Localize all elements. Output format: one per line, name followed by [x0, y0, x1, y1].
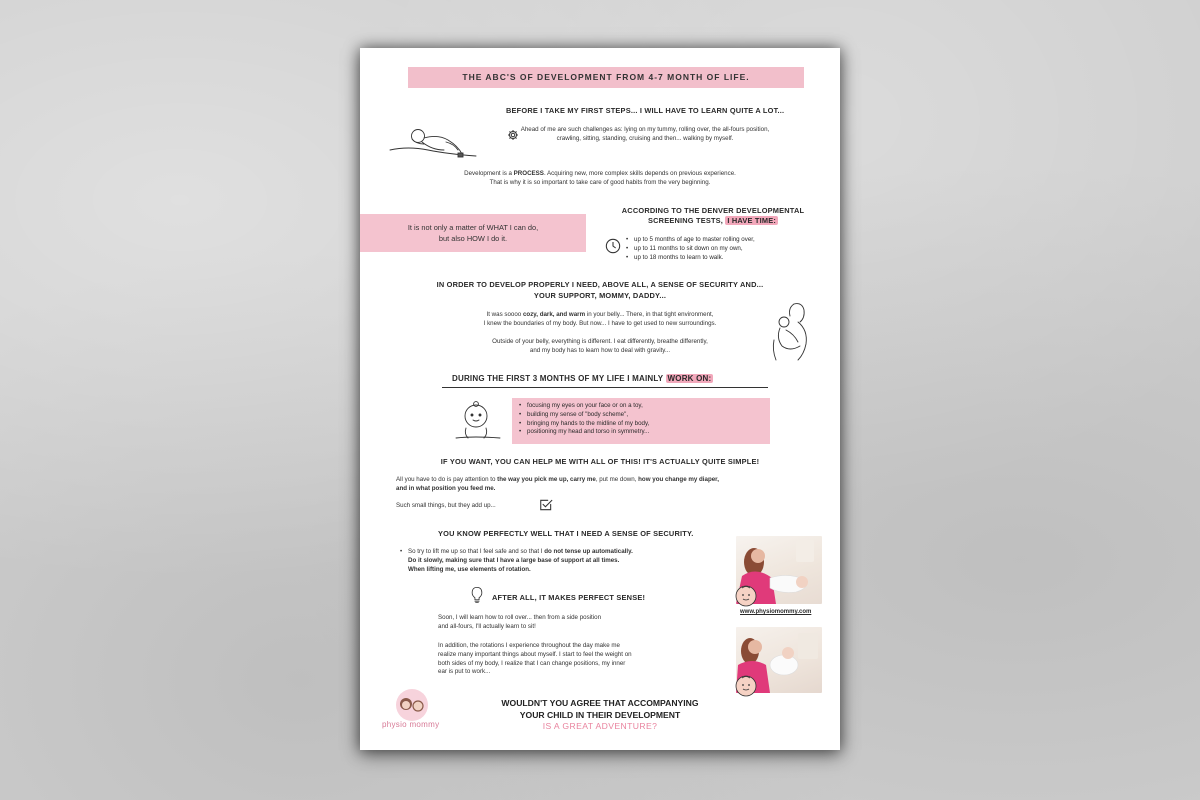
- sense-heading: AFTER ALL, IT MAKES PERFECT SENSE!: [492, 593, 646, 602]
- skill-item: • bringing my hands to the midline of my body,: [519, 420, 770, 429]
- security-heading: [400, 280, 800, 301]
- outside-paragraph: [430, 338, 770, 356]
- roll-line-2: and all-fours, I'll actually learn to sit!: [438, 622, 536, 630]
- lightbulb-icon: [470, 586, 484, 604]
- closing-line-1: WOULDN'T YOU AGREE THAT ACCOMPANYING: [501, 698, 699, 708]
- skills-box: [512, 398, 770, 444]
- denver-heading: [608, 206, 818, 226]
- rotations-line-1: In addition, the rotations I experience throughout the day make me: [438, 642, 620, 649]
- know-heading: YOU KNOW PERFECTLY WELL THAT I NEED A SENSE OF SECURITY.: [438, 529, 694, 538]
- denver-heading-line-1: ACCORDING TO THE DENVER DEVELOPMENTAL: [621, 206, 805, 215]
- work-on-highlight: WORK ON:: [667, 374, 712, 383]
- mother-holding-baby-icon: [768, 300, 816, 362]
- closing-line-2: YOUR CHILD IN THEIR DEVELOPMENT: [519, 709, 681, 720]
- belly-text-a: It was soooo: [486, 311, 523, 318]
- skills-list: [512, 398, 770, 437]
- help-text-b: , put me down,: [595, 476, 639, 483]
- help-bold-3: and in what position you feed me.: [396, 484, 496, 492]
- process-bold: PROCESS: [513, 170, 544, 177]
- sleeping-baby-icon: [388, 120, 480, 162]
- lift-bold-1: do not tense up automatically.: [544, 548, 633, 555]
- roll-over-paragraph: [438, 614, 728, 632]
- process-paragraph: [400, 170, 800, 188]
- page-title: THE ABC'S OF DEVELOPMENT FROM 4-7 MONTH OF LIFE.: [408, 67, 804, 88]
- denver-highlight: I HAVE TIME:: [727, 216, 776, 225]
- help-paragraph: [396, 476, 820, 494]
- process-text-b: . Acquiring new, more complex skills depends on previous experience.: [543, 170, 736, 177]
- physio-mommy-logo-icon: [390, 688, 434, 722]
- quote-line-1: It is not only a matter of WHAT I can do,: [407, 223, 539, 232]
- first-three-months-heading: [452, 374, 782, 383]
- infographic-page: [360, 48, 840, 750]
- checkmark-box-icon: [539, 498, 553, 512]
- skill-item: • building my sense of "body scheme",: [519, 411, 770, 420]
- help-text-a: All you have to do is pay attention to: [396, 476, 498, 483]
- baby-face-sticker-2-icon: [734, 674, 758, 698]
- belly-text-c: I knew the boundaries of my body. But now... I have to get used to new surroundings.: [483, 319, 717, 327]
- belly-bold: cozy, dark, and warm: [522, 311, 586, 318]
- denver-heading-line-2: SCREENING TESTS,: [647, 216, 724, 225]
- website-link[interactable]: www.physiomommy.com: [740, 609, 812, 615]
- denver-item: • up to 18 months to learn to walk.: [626, 254, 816, 263]
- denver-list: [626, 236, 816, 262]
- security-heading-line-2: YOUR SUPPORT, MOMMY, DADDY...: [533, 290, 667, 300]
- outside-line-2: and my body has to learn how to deal with gravity...: [529, 346, 671, 354]
- help-bold-1: the way you pick me up, carry me: [497, 476, 596, 483]
- logo-text: physio mommy: [382, 720, 440, 729]
- process-text-a: Development is a: [464, 170, 514, 177]
- rotations-line-2: realize many important things about myself. I start to feel the weight on: [438, 650, 632, 658]
- baby-face-icon: [454, 398, 502, 442]
- closing-line-3: IS A GREAT ADVENTURE?: [542, 721, 658, 731]
- rotations-line-3: both sides of my body, I realize that I can change positions, my inner: [438, 659, 626, 667]
- heading-underline: [442, 387, 768, 388]
- lift-bold-3: When lifting me, use elements of rotation.: [408, 565, 531, 573]
- clock-icon: [605, 238, 621, 254]
- quote-box: [360, 214, 586, 252]
- denver-item: • up to 11 months to sit down on my own,: [626, 245, 816, 254]
- first-steps-heading: BEFORE I TAKE MY FIRST STEPS... I WILL HAVE TO LEARN QUITE A LOT...: [506, 106, 785, 115]
- gear-icon: [507, 129, 519, 141]
- lift-bullet: •: [400, 548, 403, 555]
- roll-line-1: Soon, I will learn how to roll over... then from a side position: [438, 614, 602, 621]
- lift-text-a: So try to lift me up so that I feel safe and so that I: [408, 548, 545, 555]
- outside-line-1: Outside of your belly, everything is different. I eat differently, breathe differently,: [492, 338, 708, 345]
- help-bold-2: how you change my diaper,: [638, 476, 719, 483]
- lift-paragraph: [400, 548, 720, 574]
- first-three-heading-text: DURING THE FIRST 3 MONTHS OF MY LIFE I MAINLY: [452, 374, 664, 383]
- security-heading-line-1: IN ORDER TO DEVELOP PROPERLY I NEED, ABOVE ALL, A SENSE OF SECURITY AND...: [436, 280, 764, 289]
- baby-face-sticker-icon: [734, 584, 758, 608]
- belly-paragraph: [430, 311, 770, 329]
- lift-bold-2: Do it slowly, making sure that I have a large base of support at all times.: [408, 556, 620, 564]
- process-text-c: That is why it is so important to take care of good habits from the very beginning.: [489, 178, 711, 186]
- closing-question: [460, 698, 740, 733]
- rotations-paragraph: [438, 642, 738, 677]
- quote-line-2: but also HOW I do it.: [438, 234, 508, 243]
- belly-text-b: in your belly... There, in that tight environment,: [585, 311, 714, 318]
- denver-item: • up to 5 months of age to master rolling over,: [626, 236, 816, 245]
- skill-item: • focusing my eyes on your face or on a toy,: [519, 402, 770, 411]
- help-heading: IF YOU WANT, YOU CAN HELP ME WITH ALL OF THIS! IT'S ACTUALLY QUITE SIMPLE!: [440, 457, 760, 466]
- skill-item: • positioning my head and torso in symmetry...: [519, 428, 770, 437]
- rotations-line-4: ear is put to work...: [438, 668, 491, 676]
- small-things-text: Such small things, but they add up...: [396, 502, 496, 509]
- challenges-text: Ahead of me are such challenges as: lying on my tummy, rolling over, the all-fours position, crawling, sitting, standing, cruising and then... walking by myself.: [520, 126, 770, 142]
